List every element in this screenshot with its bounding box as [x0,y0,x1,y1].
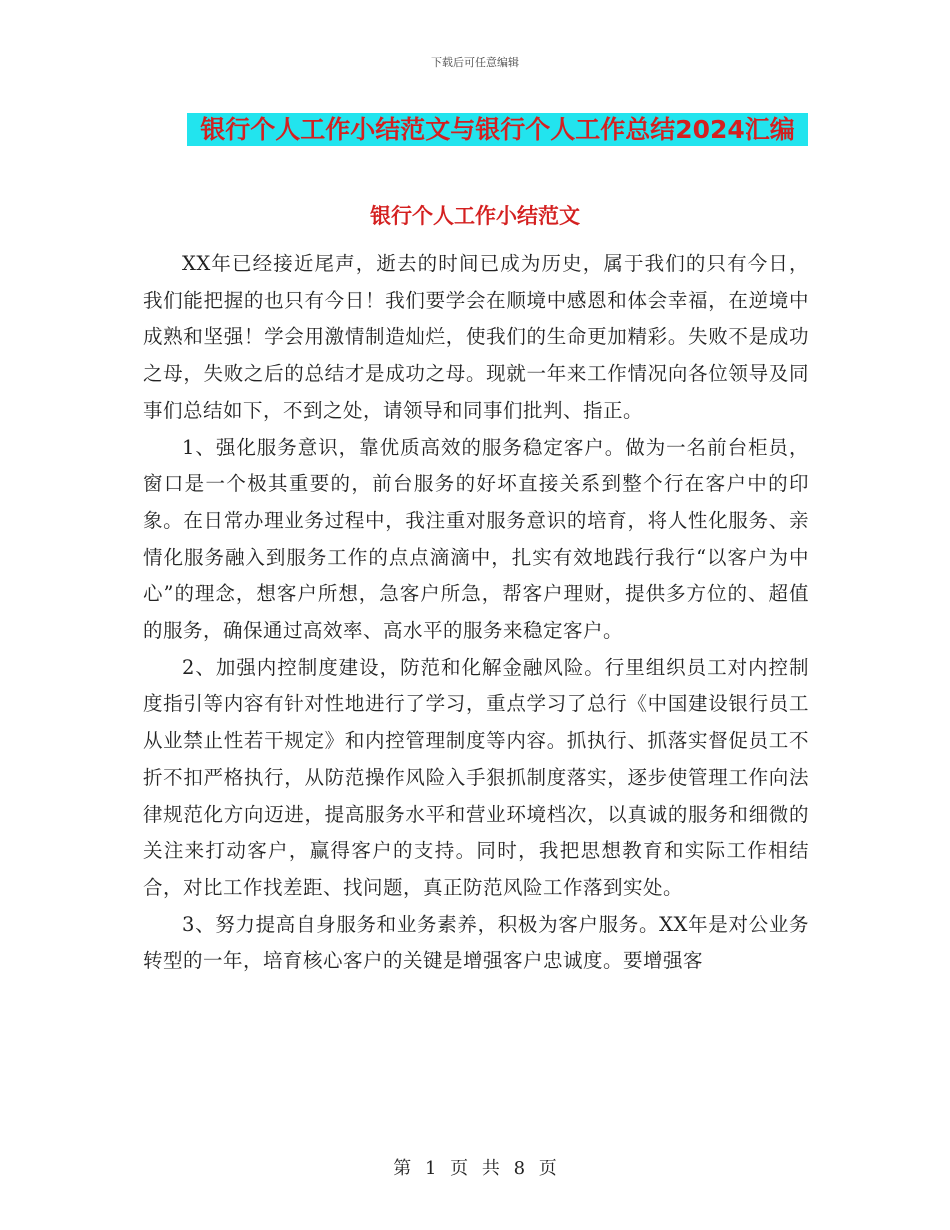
paragraph-intro: XX年已经接近尾声，逝去的时间已成为历史，属于我们的只有今日，我们能把握的也只有今日！我们要学会在顺境中感恩和体会幸福，在逆境中成熟和坚强！学会用激情制造灿烂，使我们的生命更加精彩。失败不是成功之母，失败之后的总结才是成功之母。现就一年来工作情况向各位领导及同事们总结如下，不到之处，请领导和同事们批判、指正。 [143,252,809,422]
document-title: 银行个人工作小结范文与银行个人工作总结2024汇编 [187,113,808,146]
page-number-footer: 第 1 页 共 8 页 [393,1158,557,1179]
paragraph-internal-control: 2、加强内控制度建设，防范和化解金融风险。行里组织员工对内控制度指引等内容有针对性地进行了学习，重点学习了总行《中国建设银行员工从业禁止性若干规定》和内控管理制度等内容。抓执行、抓落实督促员工不折不扣严格执行，从防范操作风险入手狠抓制度落实，逐步使管理工作向法律规范化方向迈进，提高服务水平和营业环境档次，以真诚的服务和细微的关注来打动客户，赢得客户的支持。同时，我把思想教育和实际工作相结合，对比工作找差距、找问题，真正防范风险工作落到实处。 [143,655,809,899]
section-title: 银行个人工作小结范文 [370,204,580,228]
paragraph-professional-quality: 3、努力提高自身服务和业务素养，积极为客户服务。XX年是对公业务转型的一年，培育核心客户的关键是增强客户忠诚度。要增强客 [143,912,809,973]
document-body [143,246,809,980]
header-note: 下载后可任意编辑 [431,56,519,69]
paragraph-service-awareness: 1、强化服务意识，靠优质高效的服务稳定客户。做为一名前台柜员，窗口是一个极其重要的，前台服务的好坏直接关系到整个行在客户中的印象。在日常办理业务过程中，我注重对服务意识的培育，将人性化服务、亲情化服务融入到服务工作的点点滴滴中，扎实有效地践行我行“以客户为中心”的理念，想客户所想，急客户所急，帮客户理财，提供多方位的、超值的服务，确保通过高效率、高水平的服务来稳定客户。 [143,435,809,643]
